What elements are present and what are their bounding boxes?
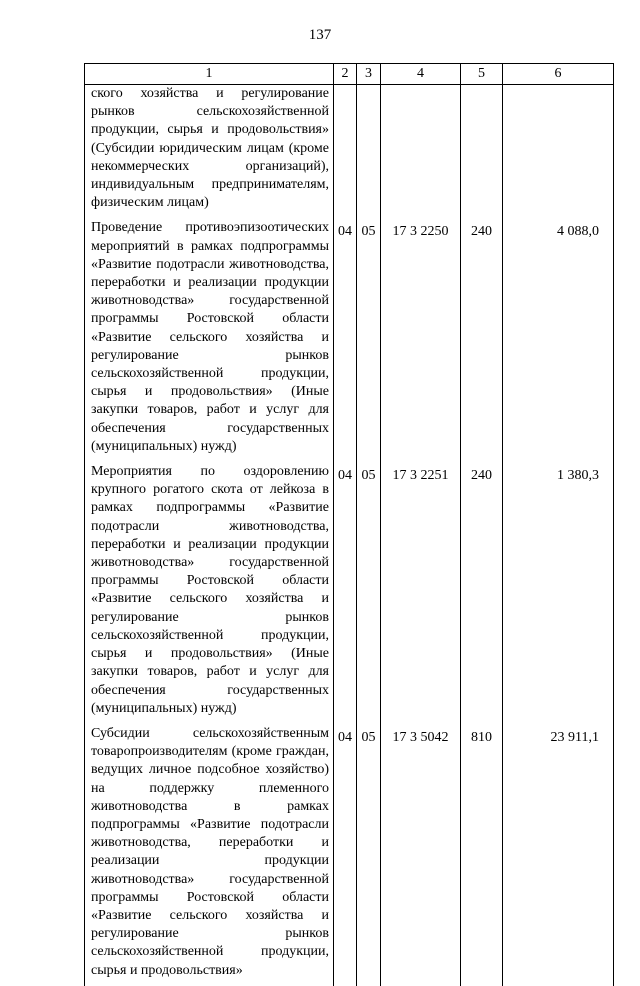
row-amount: 4 088,0 <box>503 218 614 462</box>
row-target-code: 17 3 2251 <box>381 462 461 724</box>
row-subsection: 05 <box>357 724 381 986</box>
budget-table <box>84 63 614 986</box>
header-col-6: 6 <box>503 64 614 85</box>
row-target-code: 17 3 2250 <box>381 218 461 462</box>
row-section: 04 <box>334 218 357 462</box>
row-section: 04 <box>334 462 357 724</box>
row-section: 04 <box>334 724 357 986</box>
row-expense-type: 810 <box>461 724 503 986</box>
row-section <box>334 85 357 219</box>
row-name: ского хозяйства и регулирование рынков сельскохозяйственной продукции, сырья и продовольствия» (Субсидии юридическим лицам (кроме некоммерческих организаций), индивидуальным предпринимателям, физическим лицам) <box>85 85 334 219</box>
header-col-2: 2 <box>334 64 357 85</box>
row-subsection: 05 <box>357 218 381 462</box>
header-col-4: 4 <box>381 64 461 85</box>
table-header-row <box>85 64 614 85</box>
row-expense-type <box>461 85 503 219</box>
page-number: 137 <box>308 27 332 43</box>
row-amount: 23 911,1 <box>503 724 614 986</box>
row-amount: 1 380,3 <box>503 462 614 724</box>
row-subsection <box>357 85 381 219</box>
header-col-3: 3 <box>357 64 381 85</box>
row-expense-type: 240 <box>461 218 503 462</box>
row-name: Проведение противоэпизоотических мероприятий в рамках подпрограммы «Развитие подотрасли животноводства, переработки и реализации продукции животноводства» государственной программы Ростовской области «Развитие сельского хозяйства и регулирование рынков сельскохозяйственной продукции, сырья и продовольствия» (Иные закупки товаров, работ и услуг для обеспечения государственных (муниципальных) нужд) <box>85 218 334 462</box>
table-row <box>85 724 614 986</box>
table-row <box>85 218 614 462</box>
row-subsection: 05 <box>357 462 381 724</box>
table-row <box>85 85 614 219</box>
row-expense-type: 240 <box>461 462 503 724</box>
header-col-5: 5 <box>461 64 503 85</box>
row-name: Мероприятия по оздоровлению крупного рогатого скота от лейкоза в рамках подпрограммы «Развитие подотрасли животноводства, переработки и реализации продукции животноводства» государственной программы Ростовской области «Развитие сельского хозяйства и регулирование рынков сельскохозяйственной продукции, сырья и продовольствия» (Иные закупки товаров, работ и услуг для обеспечения государственных (муниципальных) нужд) <box>85 462 334 724</box>
header-col-1: 1 <box>85 64 334 85</box>
row-amount <box>503 85 614 219</box>
row-name: Субсидии сельскохозяйственным товаропроизводителям (кроме граждан, ведущих личное подсобное хозяйство) на поддержку племенного животноводства в рамках подпрограммы «Развитие подотрасли животноводства, переработки и реализации продукции животноводства» государственной программы Ростовской области «Развитие сельского хозяйства и регулирование рынков сельскохозяйственной продукции, сырья и продовольствия» <box>85 724 334 986</box>
row-target-code <box>381 85 461 219</box>
row-target-code: 17 3 5042 <box>381 724 461 986</box>
table-row <box>85 462 614 724</box>
